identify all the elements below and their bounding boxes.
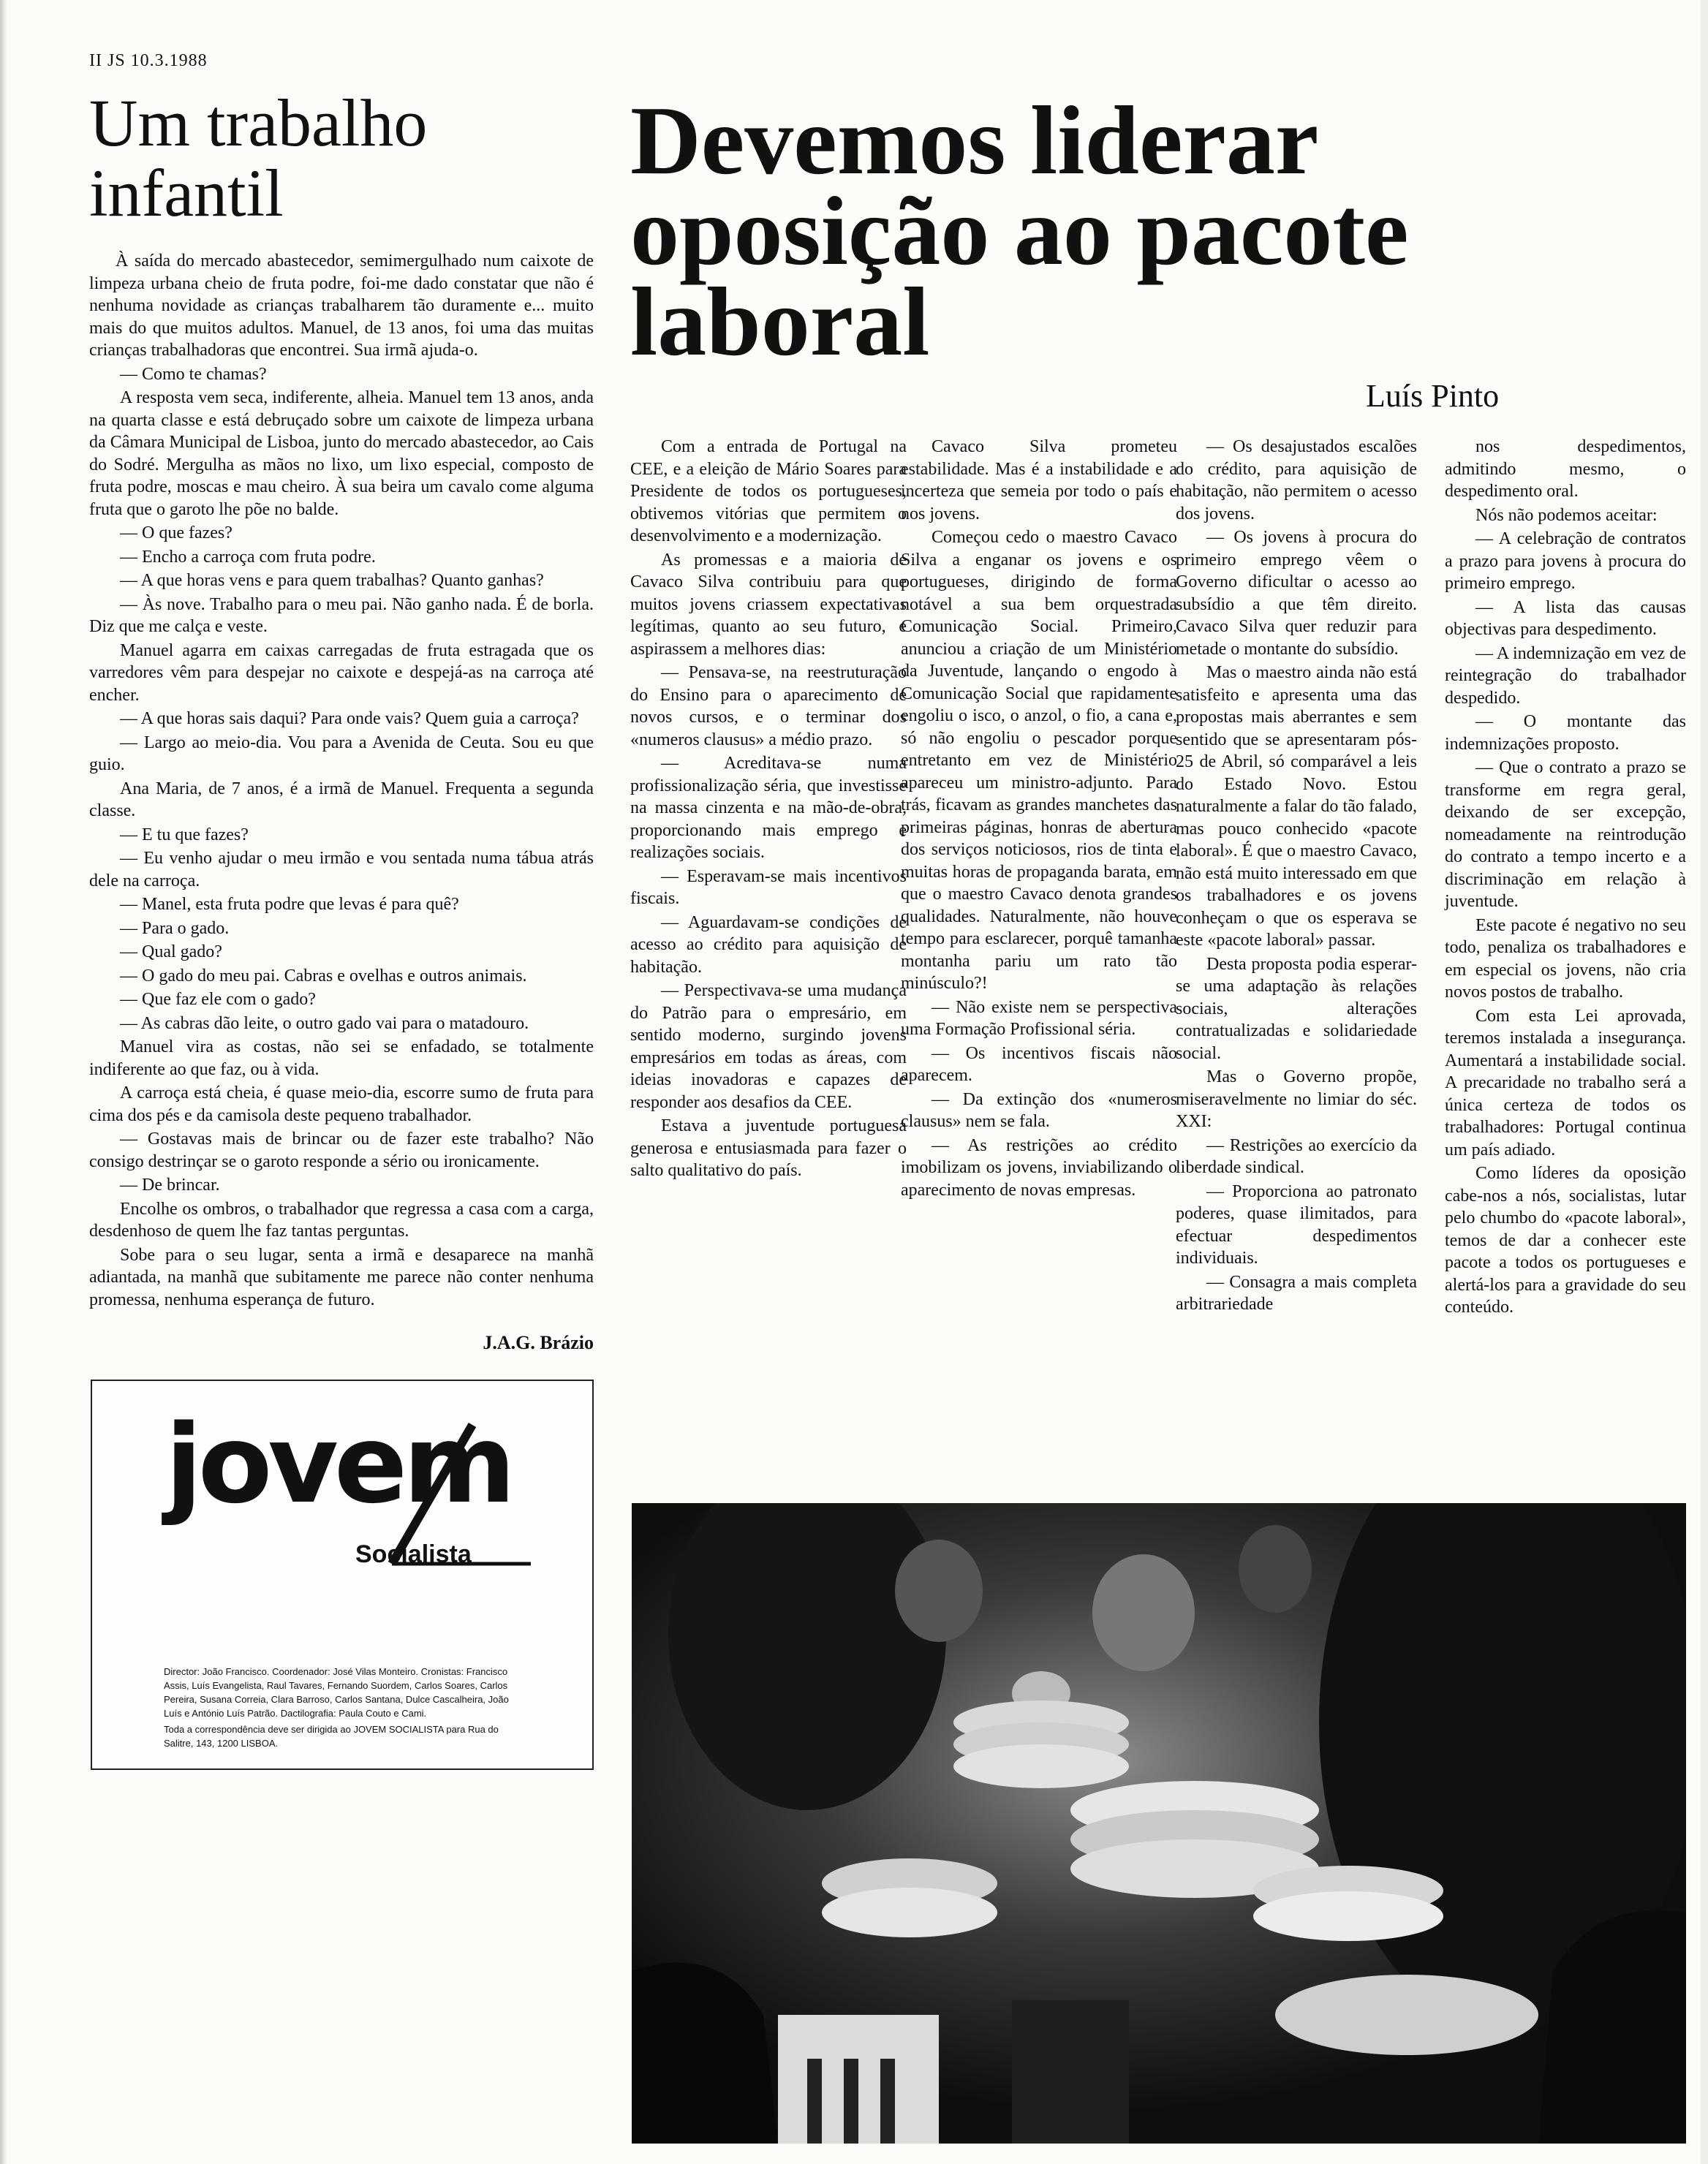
- credits-staff: Director: João Francisco. Coordenador: José Vilas Monteiro. Cronistas: Francisco Assis, Luís Evangelista, Raul Tavares, Fernando Suordem, Carlos Soares, Carlos Pereira, Susana Correia, Clara Barroso, Carlos Santana, Dulce Cascalheira, João Luís e António Luís Patrão. Dactilografia: Paula Couto e Cami.: [164, 1666, 509, 1719]
- main-article-column-2: [901, 436, 1177, 1203]
- left-article-paragraph: — Encho a carroça com fruta podre.: [120, 547, 376, 567]
- main-article-paragraph: — Perspectivava-se uma mudança do Patrão para o empresário, em sentido moderno, surgindo jovens empresários em todas as áreas, com ideias inovadoras e capazes de responder aos desafios da CEE.: [630, 981, 907, 1112]
- main-article-paragraph: — Consagra a mais completa arbitrariedade: [1176, 1272, 1417, 1314]
- left-article-paragraph: A resposta vem seca, indiferente, alheia. Manuel tem 13 anos, anda na quarta classe e está debruçado sobre um caixote de limpeza urbana da Câmara Municipal de Lisboa, junto do mercado abastecedor, ao Cais do Sodré. Mergulha as mãos no lixo, um lixo especial, composto de fruta podre, moscas e mau cheiro. À sua beira um cavalo come alguma fruta que o garoto lhe põe no balde.: [89, 388, 594, 519]
- main-article-paragraph: Mas o maestro ainda não está satisfeito e apresenta uma das propostas mais aberrantes e sem sentido que se apresentaram pós-25 de Abril, só comparável a leis do Estado Novo. Estou naturalmente a falar do tão falado, mas pouco conhecido «pacote laboral». É que o maestro Cavaco, não está muito interessado em que os trabalhadores e os jovens conheçam o que os esperava se este «pacote laboral» passar.: [1176, 663, 1417, 950]
- left-article-paragraph: — De brincar.: [120, 1176, 220, 1195]
- main-article-paragraph: Cavaco Silva prometeu estabilidade. Mas é a instabilidade e a incerteza que semeia por todo o país e nos jovens.: [901, 437, 1177, 523]
- left-article-paragraph: Encolhe os ombros, o trabalhador que regressa a casa com a carga, desdenhoso de quem lhe faz tantas perguntas.: [89, 1199, 594, 1241]
- left-article-paragraph: — O gado do meu pai. Cabras e ovelhas e outros animais.: [120, 966, 527, 985]
- left-article-paragraph: — Às nove. Trabalho para o meu pai. Não ganho nada. É de borla. Diz que me calça e veste.: [89, 594, 594, 636]
- main-article-paragraph: — A celebração de contratos a prazo para jovens à procura do primeiro emprego.: [1445, 529, 1686, 593]
- main-article-paragraph: Começou cedo o maestro Cavaco Silva a enganar os jovens e os portugueses, dirigindo de forma notável a sua bem orquestrada Comunicação Social. Primeiro, anunciou a criação de um Ministério da Juventude, lançando o engodo à Comunicação Social que rapidamente engoliu o isco, o anzol, o fio, a cana e, só não engoliu o pescador porque entretanto em vez de Ministério apareceu um ministro-adjunto. Para trás, ficavam as grandes manchetes das primeiras páginas, honras de abertura dos serviços noticiosos, rios de tinta e muitas horas de propaganda barata, em que o maestro Cavaco denota grandes qualidades. Naturalmente, não houve tempo para esclarecer, porquê tamanha montanha pariu um rato tão minúsculo?!: [901, 528, 1177, 993]
- left-article-title: Um trabalho infantil: [89, 86, 428, 230]
- left-article-byline: J.A.G. Brázio: [483, 1332, 594, 1353]
- main-article-paragraph: — Os incentivos fiscais não aparecem.: [901, 1043, 1177, 1085]
- left-article-paragraph: Manuel vira as costas, não sei se enfadado, se totalmente indiferente ao que faz, ou à vida.: [89, 1037, 594, 1079]
- left-article-paragraph: Sobe para o seu lugar, senta a irmã e desaparece na manhã adiantada, na manhã que subitamente me parece não conter nenhuma promessa, nenhuma esperança de futuro.: [89, 1245, 594, 1309]
- credits-address: Toda a correspondência deve ser dirigida ao JOVEM SOCIALISTA para Rua do Salitre, 143, 1200 LISBOA.: [164, 1724, 499, 1749]
- left-article-paragraph: Manuel agarra em caixas carregadas de fruta estragada que os varredores vêm para despejar no caixote e despejá-as na carroça até encher.: [89, 640, 594, 705]
- page-right-edge: [1701, 0, 1708, 2164]
- left-article-paragraph: — Para o gado.: [120, 918, 230, 938]
- left-article-paragraph: — E tu que fazes?: [120, 825, 249, 844]
- left-article-paragraph: — A que horas sais daqui? Para onde vais? Quem guia a carroça?: [120, 709, 579, 728]
- main-article-paragraph: — Os desajustados escalões do crédito, para aquisição de habitação, não permitem o acesso dos jovens.: [1176, 437, 1417, 523]
- left-article-paragraph: — Que faz ele com o gado?: [120, 990, 316, 1009]
- masthead-box: [91, 1380, 594, 1770]
- main-article-paragraph: — A lista das causas objectivas para despedimento.: [1445, 597, 1686, 639]
- main-article-paragraph: Com esta Lei aprovada, teremos instalada a insegurança. Aumentará a instabilidade social. A precaridade no trabalho será a única certeza de todos os trabalhadores: Portugal continua um país adiado.: [1445, 1006, 1686, 1159]
- photo-crowd-image: [632, 1503, 1686, 2144]
- issue-date-line: II JS 10.3.1988: [89, 51, 208, 70]
- main-article-paragraph: — Aguardavam-se condições de acesso ao crédito para aquisição de habitação.: [630, 912, 907, 977]
- left-article-paragraph: A carroça está cheia, é quase meio-dia, escorre sumo de fruta para cima dos pés e da camisola deste pequeno trabalhador.: [89, 1083, 594, 1125]
- main-article-author: Luís Pinto: [1366, 378, 1500, 414]
- left-article-paragraph: — Manel, esta fruta podre que levas é para quê?: [120, 895, 459, 914]
- left-article-paragraph: — Como te chamas?: [120, 364, 267, 384]
- left-article-paragraph: — O que fazes?: [120, 523, 233, 542]
- logo-subtitle: Socialista: [355, 1540, 472, 1568]
- news-photo: [632, 1503, 1686, 2144]
- main-article-paragraph: — Restrições ao exercício da liberdade sindical.: [1176, 1135, 1417, 1177]
- main-article-title: Devemos liderar oposição ao pacote laboral: [630, 86, 1409, 376]
- left-article-paragraph: — Largo ao meio-dia. Vou para a Avenida de Ceuta. Sou eu que guio.: [89, 733, 594, 774]
- left-article-paragraph: — Qual gado?: [120, 942, 222, 961]
- main-article-column-1: [630, 436, 907, 1184]
- main-article-paragraph: — Não existe nem se perspectiva uma Formação Profissional séria.: [901, 997, 1177, 1039]
- left-article-paragraph: À saída do mercado abastecedor, semimergulhado num caixote de limpeza urbana cheio de fruta podre, foi-me dado constatar que não é nenhuma novidade as crianças trabalharem tão duramente e... muito mais do que muitos adultos. Manuel, de 13 anos, foi uma das muitas crianças trabalhadoras que encontrei. Sua irmã ajuda-o.: [89, 251, 594, 360]
- main-article-paragraph: Desta proposta podia esperar-se uma adaptação às relações sociais, alterações contratualizadas e solidariedade social.: [1176, 954, 1417, 1063]
- left-article-paragraph: — As cabras dão leite, o outro gado vai para o matadouro.: [120, 1013, 529, 1033]
- page-scan-edge: [0, 0, 7, 2164]
- left-article-body: [89, 250, 594, 1312]
- jovem-socialista-logo: jovem: [165, 1401, 512, 1527]
- main-article-paragraph: Mas o Governo propõe, miseravelmente no limiar do séc. XXI:: [1176, 1067, 1417, 1131]
- left-article-paragraph: — Gostavas mais de brincar ou de fazer este trabalho? Não consigo destrinçar se o garoto responde a sério ou ironicamente.: [89, 1130, 594, 1171]
- main-article-paragraph: — Que o contrato a prazo se transforme em regra geral, deixando de ser excepção, nomeadamente na reintrodução do contrato a tempo incerto e a discriminação em relação à juventude.: [1445, 758, 1686, 911]
- main-article-column-4: [1445, 436, 1686, 1320]
- main-article-paragraph: — As restrições ao crédito imobilizam os jovens, inviabilizando o aparecimento de novas empresas.: [901, 1135, 1177, 1200]
- main-article-column-3: [1176, 436, 1417, 1317]
- left-article-paragraph: — Eu venho ajudar o meu irmão e vou sentada numa tábua atrás dele na carroça.: [89, 849, 594, 890]
- main-article-paragraph: — Os jovens à procura do primeiro emprego vêem o Governo dificultar o acesso ao subsídio a que têm direito. Cavaco Silva quer reduzir para metade o montante do subsídio.: [1176, 528, 1417, 659]
- left-article-paragraph: Ana Maria, de 7 anos, é a irmã de Manuel. Frequenta a segunda classe.: [89, 779, 594, 820]
- main-article-paragraph: Nós não podemos aceitar:: [1475, 505, 1658, 525]
- main-article-paragraph: Com a entrada de Portugal na CEE, e a eleição de Mário Soares para Presidente de todos os portugueses, obtivemos vitórias que permitem o desenvolvimento e a modernização.: [630, 437, 907, 545]
- main-article-paragraph: As promessas e a maioria de Cavaco Silva contribuiu para que muitos jovens criassem expectativas legítimas, quanto ao seu futuro, e aspirassem a melhores dias:: [630, 550, 907, 659]
- main-article-paragraph: — Acreditava-se numa profissionalização séria, que investisse na massa cinzenta e na mão-de-obra, proporcionando mais emprego e realizações sociais.: [630, 754, 907, 862]
- main-article-paragraph: — O montante das indemnizações proposto.: [1445, 712, 1686, 754]
- masthead-credits: [164, 1665, 529, 1752]
- main-article-paragraph: Estava a juventude portuguesa generosa e entusiasmada para fazer o salto qualitativo do país.: [630, 1116, 907, 1180]
- main-article-paragraph: — Da extinção dos «numeros clausus» nem se fala.: [901, 1089, 1177, 1131]
- left-article-paragraph: — A que horas vens e para quem trabalhas? Quanto ganhas?: [120, 571, 544, 590]
- main-article-paragraph: — Proporciona ao patronato poderes, quase ilimitados, para efectuar despedimentos individuais.: [1176, 1181, 1417, 1268]
- main-article-paragraph: — Pensava-se, na reestruturação do Ensino para o aparecimento de novos cursos, e o terminar dos «numeros clausus» a médio prazo.: [630, 663, 907, 749]
- main-article-paragraph: nos despedimentos, admitindo mesmo, o despedimento oral.: [1445, 437, 1686, 501]
- main-article-paragraph: — A indemnização em vez de reintegração do trabalhador despedido.: [1445, 643, 1686, 708]
- main-article-paragraph: — Esperavam-se mais incentivos fiscais.: [630, 866, 907, 908]
- main-article-paragraph: Este pacote é negativo no seu todo, penaliza os trabalhadores e em especial os jovens, não cria novos postos de trabalho.: [1445, 915, 1686, 1002]
- main-article-paragraph: Como líderes da oposição cabe-nos a nós, socialistas, lutar pelo chumbo do «pacote laboral», temos de dar a conhecer este pacote a todos os portugueses e alertá-los para a gravidade do seu conteúdo.: [1445, 1164, 1686, 1317]
